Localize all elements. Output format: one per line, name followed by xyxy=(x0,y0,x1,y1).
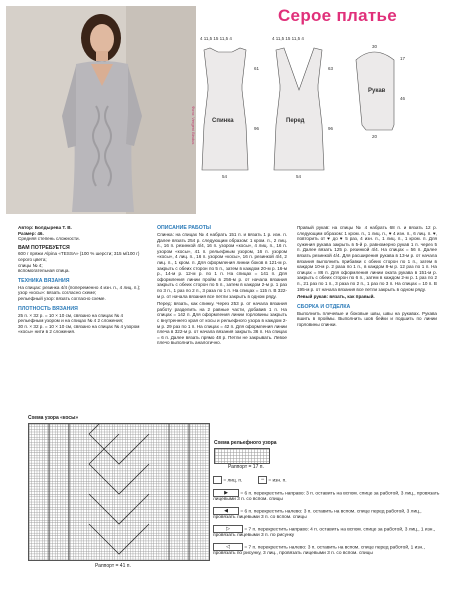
description-pered: Перед: вязать, как спинку. Через 253 р. от начала вязания работу разделить на 2 равные части, добавив 1 п. На спицах = 142 п. Для оформления линии горловины закрыть с внутреннего края от косы и рельефного узора в каждом 2-м р. 29 раз по 1 п. На спицах = 42 п. Для оформления линии плеча в 322-м р. от начала вязания закрыть 36 п. На спицах = 6 п. Далее вязать прямо 48 р. Петли не закрывать. Левое плечо выполнить аналогично. xyxy=(157,301,287,346)
sleeve-right: Правый рукав: на спицы № 4 набрать 68 п. и вязать 12 р. следующим образом: 1 кром. п., 1 лиц. п., ♥ 4 изн. п., 6 лиц. п. ♥, повторить от ♥ до ♥ 5 раз, 4 изн. п., 1 лиц. п., 1 кром. п. Для сужения рукава закрыть в 5-й р. равномерно рукав 1 п. через 5 п. Далее вязать 125 р. резинкой 4/4. На спицах = 56 п. Далее вязать резинкой 4/4. Для расширения рукава в 13-м р. от начала вязания выполнить прибавки с обеих сторон по 1 п., затем в каждом 10-м р. 2 раза по 1 п., в каждом 8-м р. 12 раз по 1 п. На спицах = 86 п. Для оформления линии оката рукава в 151-м р. закрыть с обеих сторон по 6 п., затем в каждом 2-м р. 1 раз по 2 п., 21 раз по 1 п., 3 раза по 2 п., 1 раз по 3 п. На спицах = 10 п. В 195-м р. от начала вязания все петли закрыть в одном ряду. xyxy=(297,225,437,292)
schema-relief-rapport: Раппорт = 17 п. xyxy=(228,464,264,470)
needed-needles: спицы № 4; xyxy=(18,262,43,268)
author: Автор: Болдырева Т. В. xyxy=(18,225,72,230)
schema-relief-title: Схема рельефного узора xyxy=(214,440,277,446)
schema-kosy-chart xyxy=(28,423,210,561)
size: Размер: 46. xyxy=(18,230,44,236)
density-l1: 25 п. × 32 р. = 10 × 10 см, связано на спицах № 4 рельефным узором и на спицах № 4 2 сложения; xyxy=(18,312,124,324)
svg-text:Перед: Перед xyxy=(286,118,305,124)
model-illustration xyxy=(6,6,196,214)
svg-text:20: 20 xyxy=(372,134,378,139)
sleeve-left: Левый рукав: вязать, как правый. xyxy=(297,294,375,300)
schematic-pered xyxy=(272,36,334,179)
svg-text:Рукав: Рукав xyxy=(368,88,386,94)
cable-right-7-symbol: ▷ xyxy=(213,525,243,533)
cable-right-6-symbol: ▶ xyxy=(213,489,239,497)
schematics xyxy=(196,30,446,210)
schema-kosy-title: Схема узора «косы» xyxy=(28,415,79,421)
svg-text:63: 63 xyxy=(328,66,334,71)
technique-l2: узор «косы»: вязать согласно схеме; xyxy=(18,290,97,296)
needed-heading: ВАМ ПОТРЕБУЕТСЯ xyxy=(18,244,70,251)
photo-credit: Фото: Vergeni Bindus xyxy=(191,106,196,145)
page-title: Серое платье xyxy=(277,6,398,25)
svg-text:96: 96 xyxy=(254,126,260,131)
svg-text:54: 54 xyxy=(222,174,228,179)
legend-item: − = изн. п. xyxy=(258,476,287,484)
svg-text:4 11,5 15 11,5 4: 4 11,5 15 11,5 4 xyxy=(200,36,232,41)
density-l2: 30 п. × 32 р. = 10 × 10 см, связано на спицах № 4 узором «косы» нити в 2 сложения. xyxy=(18,323,140,335)
svg-text:17: 17 xyxy=(400,56,406,61)
schema-kosy-cables xyxy=(29,424,209,560)
svg-text:46: 46 xyxy=(400,96,406,101)
materials-column xyxy=(18,225,146,335)
description-heading: ОПИСАНИЕ РАБОТЫ xyxy=(157,225,211,231)
assembly-text: Выполнить плечевые и боковые швы, швы на рукавах. Рукава вшить в проймы. Выполнить шов бейки и подшить по линии горловины спинки. xyxy=(297,310,437,327)
legend-item: ▷ = 7 п. перекрестить направо: 4 п. оставить на вспом. спице за работой, 3 лиц., 1 изн., провязать лицевыми 3 п. по рисунку xyxy=(213,526,436,539)
description-spinka: Спинка: на спицах № 4 набрать 151 п. и вязать 1 р. изн. п. Далее вязать 254 р. следующим образом: 1 кром. п., 2 лиц. п., 16 п. резинкой 4/4, 16 п. узором «косы», 4 лиц. п., 16 п. узором «косы», 41 п. рельефным узором, 16 п. узором «косы», 4 лиц. п., 16 п. узором «косы», 16 п. резинкой 4/4, 2 лиц. п., 1 кром. п. Для оформления линии боков в 121-м р. закрыть с обеих сторон по 5 п., затем в каждом 20-м р. 16-м р., 14-м р. 12-м р. по 1 п. На спицах = 141 п. Для оформления линии пройм в 256-м р. от начала вязания закрыть с обеих сторон по 5 п., затем в каждом 2-м р. 1 раз по 3 п., 1 раз по 2 п., 3 раза по 1 п. На спицах = 115 п. В 322-м р. от начала вязания все петли закрыть в одном ряду. xyxy=(157,232,287,299)
schematic-rukav xyxy=(356,44,406,139)
density-heading: ПЛОТНОСТЬ ВЯЗАНИЯ xyxy=(18,305,78,312)
svg-text:Спинка: Спинка xyxy=(212,118,234,124)
technique-l1: На спицах: резинка 4/4 (попеременно 4 изн. п., 4 лиц. п.); xyxy=(18,284,141,290)
legend-item: ◀ = 6 п. перекрестить налево: 3 п. оставить на вспом. спице перед работой, 3 лиц., провязать лицевыми 3 п. со вспом. спицы xyxy=(213,508,422,521)
legend-item: ▶ = 6 п. перекрестить направо: 3 п. оставить на вспом. спице за работой, 3 лиц., провязать лицевыми 3 п. со вспом. спицы xyxy=(213,490,440,503)
svg-text:96: 96 xyxy=(328,126,334,131)
technique-l3: рельефный узор: вязать согласно схеме. xyxy=(18,295,106,301)
technique-heading: ТЕХНИКА ВЯЗАНИЯ xyxy=(18,277,70,284)
cable-left-7-symbol: ◁ xyxy=(213,543,243,551)
needed-aux: вспомогательная спица. xyxy=(18,268,70,274)
difficulty: Средняя степень сложности. xyxy=(18,236,80,242)
svg-text:30: 30 xyxy=(372,44,378,49)
needed-yarn: 600 г пряжи Alpina «TESSA» (100 % шерсти; 315 м/100 г) серого цвета; xyxy=(18,251,140,262)
purl-stitch-symbol: − xyxy=(258,476,267,484)
svg-text:54: 54 xyxy=(296,174,302,179)
legend-item: = лиц. п. xyxy=(213,476,242,484)
knit-stitch-symbol xyxy=(213,476,222,484)
cable-left-6-symbol: ◀ xyxy=(213,507,239,515)
svg-text:4 11,5 15 11,5 4: 4 11,5 15 11,5 4 xyxy=(272,36,304,41)
schematic-spinka xyxy=(200,36,260,179)
svg-text:61: 61 xyxy=(254,66,260,71)
sleeve-column xyxy=(297,225,437,328)
schema-relief-chart xyxy=(214,448,270,464)
legend-item: ◁ = 7 п. перекрестить налево: 3 п. оставить на вспом. спице перед работой, 1 изн., провязать по рисунку, 3 лиц., провязать лицевыми 3 п. со вспом. спицы xyxy=(213,544,425,557)
model-photo xyxy=(6,6,196,214)
assembly-heading: СБОРКА И ОТДЕЛКА xyxy=(297,303,351,310)
description-column xyxy=(157,225,287,346)
schema-kosy-rapport: Раппорт = 41 п. xyxy=(95,563,131,569)
